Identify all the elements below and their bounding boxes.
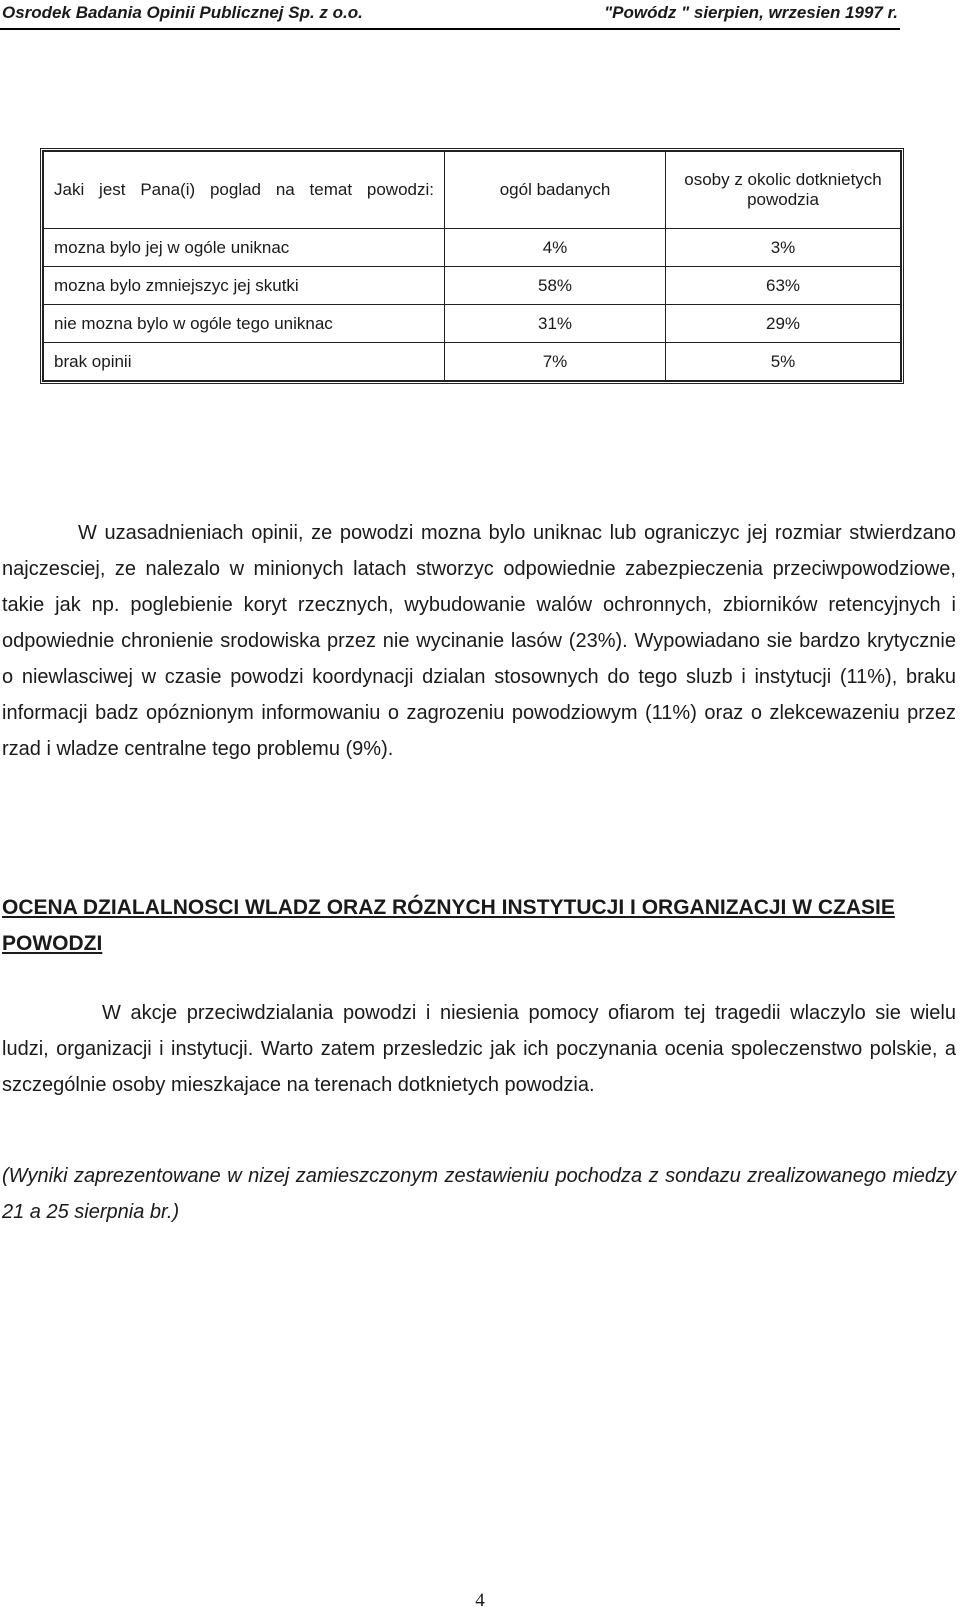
row-label: brak opinii (44, 343, 445, 381)
column-header-affected: osoby z okolic dotknietych powodzia (666, 152, 901, 229)
cell-affected: 29% (666, 305, 901, 343)
body-paragraph-justifications: W uzasadnieniach opinii, ze powodzi mozna bylo uniknac lub ograniczyc jej rozmiar stwierdzano najczesciej, ze nalezalo w minionych latach stworzyc odpowiednie zabezpieczenia przeciwpowodziowe, takie jak np. poglebienie koryt rzecznych, wybudowanie walów ochronnych, zbiorników retencyjnych i odpowiednie chronienie srodowiska przez nie wycinanie lasów (23%). Wypowiadano sie bardzo krytycznie o niewlasciwej w czasie powodzi koordynacji dzialan stosownych do tego sluzb i instytucji (11%), braku informacji badz opóznionym informowaniu o zagrozeniu powodziowym (11%) oraz o zlekcewazeniu przez rzad i wladze centralne tego problemu (9%). (2, 522, 956, 760)
table-header-row (44, 152, 901, 229)
cell-affected: 63% (666, 267, 901, 305)
cell-all: 58% (445, 267, 666, 305)
table-row (44, 229, 901, 267)
body-paragraph-intro: W akcje przeciwdzialania powodzi i niesienia pomocy ofiarom tej tragedii wlaczylo sie wielu ludzi, organizacji i instytucji. Warto zatem przesledzic jak ich poczynania ocenia spoleczenstwo polskie, a szczególnie osoby mieszkajace na terenach dotknietych powodzia. (2, 1002, 956, 1096)
row-label: mozna bylo zmniejszyc jej skutki (44, 267, 445, 305)
header-report-title: "Powódz " sierpien, wrzesien 1997 r. (604, 3, 898, 22)
column-header-all: ogól badanych (445, 152, 666, 229)
table-row (44, 267, 901, 305)
row-label: mozna bylo jej w ogóle uniknac (44, 229, 445, 267)
table-row (44, 305, 901, 343)
page-header (0, 0, 900, 30)
table-question: Jaki jest Pana(i) poglad na temat powodzi: (44, 152, 445, 229)
header-institution: Osrodek Badania Opinii Publicznej Sp. z o.o. (2, 3, 363, 22)
page-number: 4 (475, 1590, 485, 1611)
body-paragraph-note: (Wyniki zaprezentowane w nizej zamieszczonym zestawieniu pochodza z sondazu zrealizowanego miedzy 21 a 25 sierpnia br.) (2, 1165, 956, 1223)
cell-all: 7% (445, 343, 666, 381)
table-row (44, 343, 901, 381)
survey-table (40, 148, 904, 384)
cell-all: 31% (445, 305, 666, 343)
cell-affected: 5% (666, 343, 901, 381)
cell-affected: 3% (666, 229, 901, 267)
cell-all: 4% (445, 229, 666, 267)
row-label: nie mozna bylo w ogóle tego uniknac (44, 305, 445, 343)
section-heading: OCENA DZIALALNOSCI WLADZ ORAZ RÓZNYCH INSTYTUCJI I ORGANIZACJI W CZASIE POWODZI (2, 896, 895, 955)
